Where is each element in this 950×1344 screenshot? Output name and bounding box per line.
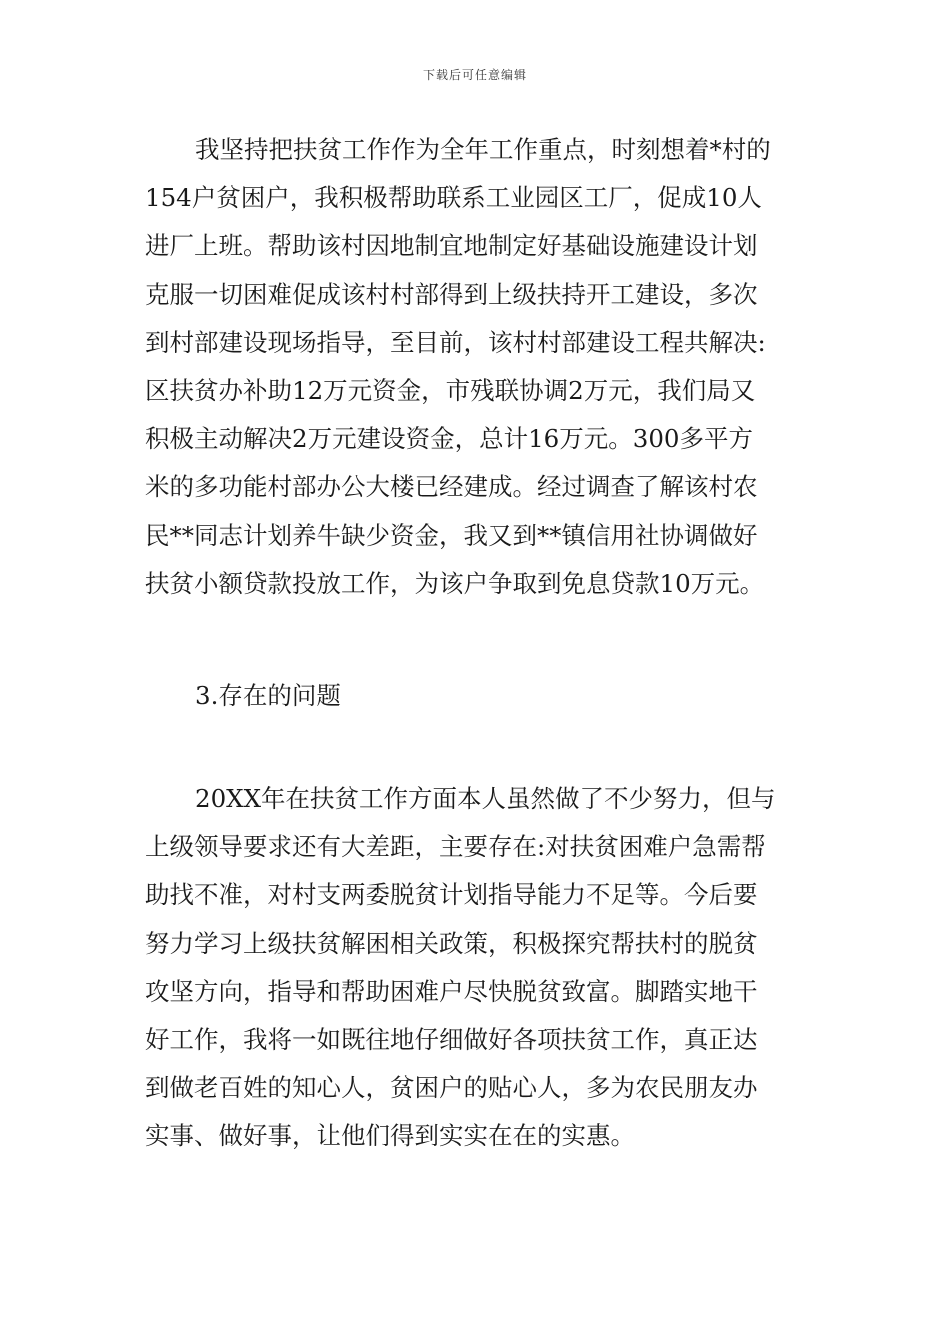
paragraph-line: 扶贫小额贷款投放工作，为该户争取到免息贷款10万元。 [145, 568, 765, 598]
paragraph-line: 区扶贫办补助12万元资金，市残联协调2万元，我们局又 [145, 375, 756, 405]
paragraph-existing-problems [145, 775, 810, 1161]
paragraph-line: 好工作，我将一如既往地仔细做好各项扶贫工作，真正达 [145, 1024, 758, 1054]
paragraph-line: 民**同志计划养牛缺少资金，我又到**镇信用社协调做好 [145, 520, 758, 550]
paragraph-line: 攻坚方向，指导和帮助困难户尽快脱贫致富。脚踏实地干 [145, 976, 758, 1006]
paragraph-line: 米的多功能村部办公大楼已经建成。经过调查了解该村农 [145, 472, 758, 502]
paragraph-line: 到村部建设现场指导，至目前，该村村部建设工程共解决: [145, 327, 766, 357]
paragraph-line: 154户贫困户，我积极帮助联系工业园区工厂，促成10人 [145, 183, 762, 213]
paragraph-line: 克服一切困难促成该村村部得到上级扶持开工建设，多次 [145, 279, 758, 309]
paragraph-line: 积极主动解决2万元建设资金，总计16万元。300多平方 [145, 424, 754, 454]
section-heading-block [145, 672, 810, 720]
paragraph-line: 到做老百姓的知心人，贫困户的贴心人，多为农民朋友办 [145, 1073, 758, 1103]
paragraph-line: 上级领导要求还有大差距，主要存在:对扶贫困难户急需帮 [145, 832, 766, 862]
paragraph-line: 我坚持把扶贫工作作为全年工作重点，时刻想着*村的 [195, 135, 771, 164]
page-header-note: 下载后可任意编辑 [422, 68, 527, 82]
paragraph-line: 实事、做好事，让他们得到实实在在的实惠。 [145, 1121, 635, 1151]
section-heading: 3.存在的问题 [195, 681, 341, 710]
paragraph-line: 20XX年在扶贫工作方面本人虽然做了不少努力，但与 [195, 784, 776, 813]
paragraph-poverty-work [145, 126, 810, 608]
paragraph-line: 努力学习上级扶贫解困相关政策，积极探究帮扶村的脱贫 [145, 928, 758, 958]
paragraph-line: 进厂上班。帮助该村因地制宜地制定好基础设施建设计划 [145, 231, 758, 261]
paragraph-line: 助找不准，对村支两委脱贫计划指导能力不足等。今后要 [145, 880, 758, 910]
